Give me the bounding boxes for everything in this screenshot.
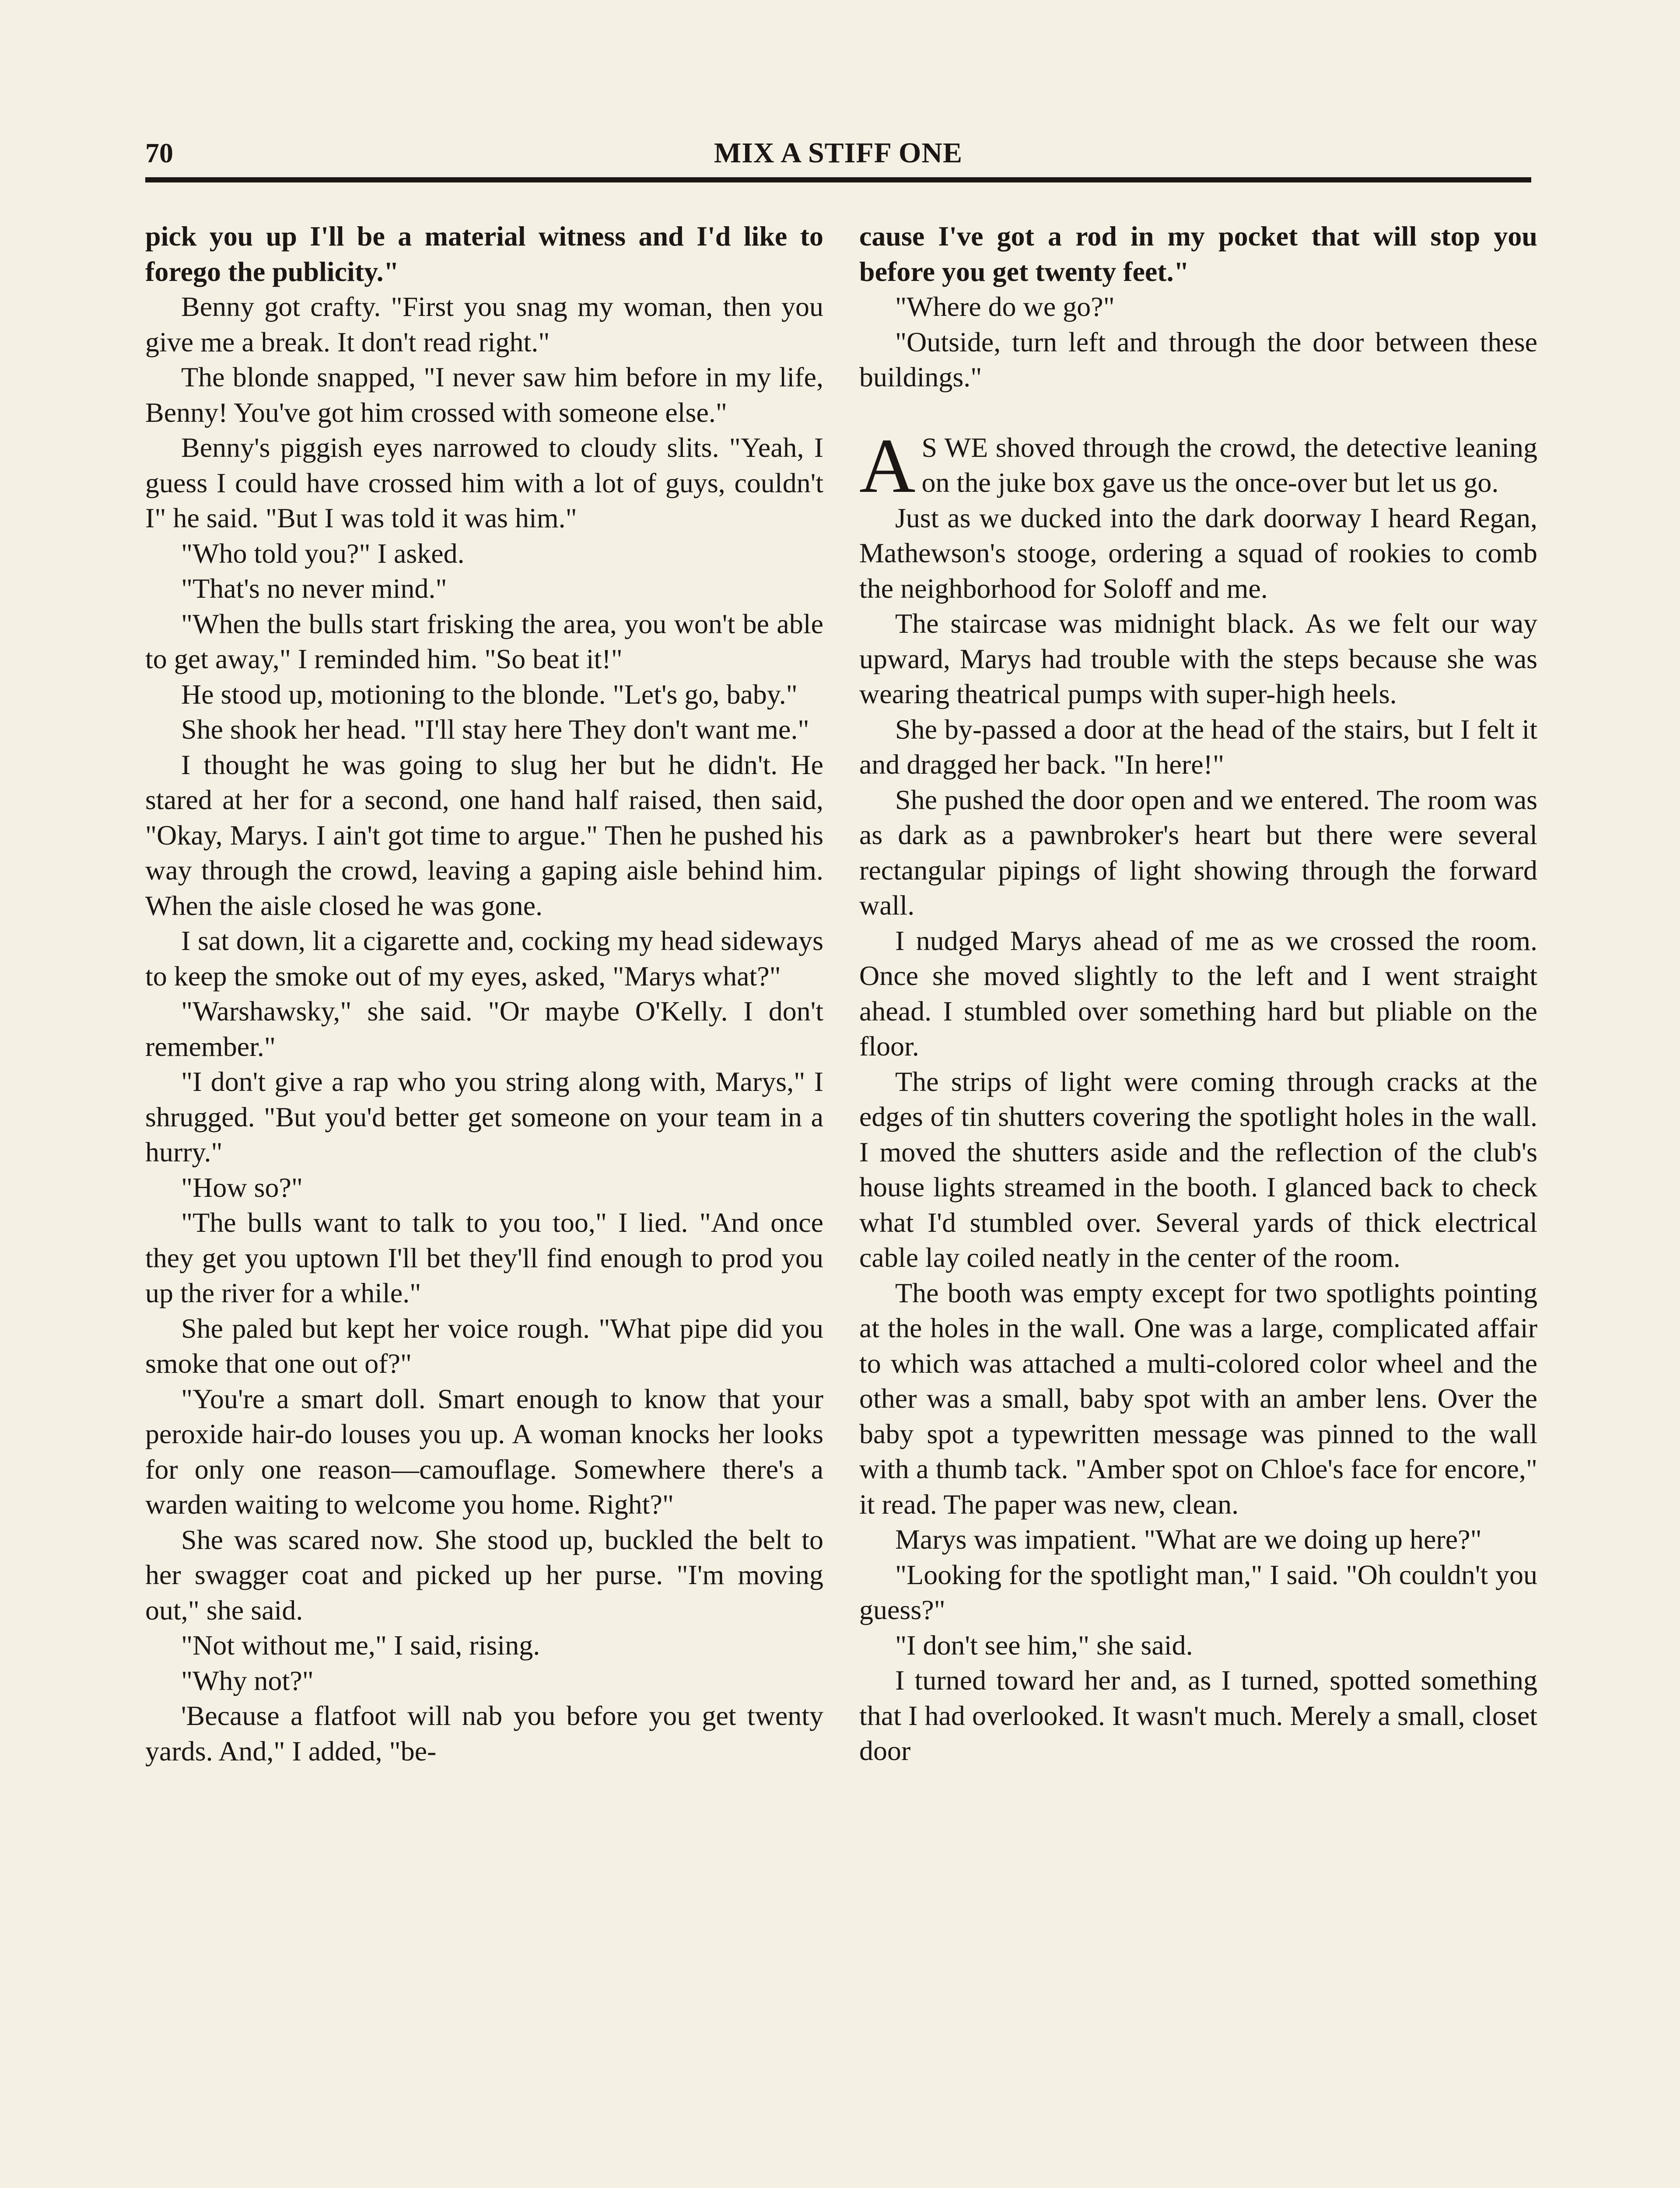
- paragraph: Benny's piggish eyes narrowed to cloudy slits. "Yeah, I guess I could have crossed him with a lot of guys, couldn't I" he said. "But I was told it was him.": [145, 432, 823, 533]
- paragraph: "How so?": [181, 1171, 303, 1203]
- paragraph: "Not without me," I said, rising.: [181, 1630, 540, 1661]
- right-column: [859, 219, 1537, 1769]
- paragraph: He stood up, motioning to the blonde. "Let's go, baby.": [181, 678, 798, 710]
- running-head: MIX A STIFF ONE: [714, 137, 963, 169]
- paragraph: "Where do we go?": [895, 291, 1115, 322]
- paragraph: Benny got crafty. "First you snag my woman, then you give me a break. It don't read right.": [145, 291, 823, 358]
- paragraph: She paled but kept her voice rough. "What pipe did you smoke that one out of?": [145, 1312, 823, 1379]
- paragraph: "Looking for the spotlight man," I said. "Oh couldn't you guess?": [859, 1559, 1537, 1625]
- paragraph: pick you up I'll be a material witness and I'd like to forego the publicity.": [145, 221, 823, 287]
- paragraph: "Who told you?" I asked.: [181, 537, 465, 569]
- paragraph: She shook her head. "I'll stay here They don't want me.": [181, 714, 809, 745]
- paragraph: The booth was empty except for two spotlights pointing at the holes in the wall. One was a large, complicated affair to which was attached a multi-colored color wheel and the other was a small, baby spot with an amber lens. Over the baby spot a typewritten message was pinned to the wall with a thumb tack. "Amber spot on Chloe's face for encore," it read. The paper was new, clean.: [859, 1277, 1537, 1520]
- paragraph: cause I've got a rod in my pocket that will stop you before you get twenty feet.": [859, 221, 1537, 287]
- paragraph: The strips of light were coming through cracks at the edges of tin shutters covering the spotlight holes in the wall. I moved the shutters aside and the reflection of the club's house lights streamed in the booth. I glanced back to check what I'd stumbled over. Several yards of thick electrical cable lay coiled neatly in the center of the room.: [859, 1066, 1537, 1273]
- paragraph: 'Because a flatfoot will nab you before you get twenty yards. And," I added, "be-: [145, 1700, 823, 1767]
- paragraph: "That's no never mind.": [181, 573, 447, 604]
- drop-cap: A: [859, 422, 916, 509]
- paragraph: "The bulls want to talk to you too," I lied. "And once they get you uptown I'll bet they'll find enough to prod you up the river for a while.": [145, 1207, 823, 1308]
- left-column: [145, 219, 823, 1769]
- paragraph: I thought he was going to slug her but he didn't. He stared at her for a second, one hand half raised, then said, "Okay, Marys. I ain't got time to argue." Then he pushed his way through the crowd, leaving a gaping aisle behind him. When the aisle closed he was gone.: [145, 749, 823, 921]
- paragraph: I sat down, lit a cigarette and, cocking my head sideways to keep the smoke out of my eyes, asked, "Marys what?": [145, 925, 823, 992]
- paragraph: "Why not?": [181, 1665, 314, 1696]
- paragraph: "Warshawsky," she said. "Or maybe O'Kelly. I don't remember.": [145, 996, 823, 1062]
- page-header: [145, 131, 1531, 175]
- paragraph: She by-passed a door at the head of the stairs, but I felt it and dragged her back. "In here!": [859, 713, 1537, 780]
- paragraph: The staircase was midnight black. As we felt our way upward, Marys had trouble with the steps because she was wearing theatrical pumps with super-high heels.: [859, 608, 1537, 709]
- paragraph: "Outside, turn left and through the door between these buildings.": [859, 326, 1537, 393]
- paragraph: "I don't give a rap who you string along with, Marys," I shrugged. "But you'd better get someone on your team in a hurry.": [145, 1066, 823, 1168]
- paragraph: I nudged Marys ahead of me as we crossed the room. Once she moved slightly to the left and I went straight ahead. I stumbled over something hard but pliable on the floor.: [859, 925, 1537, 1062]
- paragraph: She pushed the door open and we entered. The room was as dark as a pawnbroker's heart but there were several rectangular pipings of light showing through the forward wall.: [859, 784, 1537, 921]
- paragraph: "You're a smart doll. Smart enough to know that your peroxide hair-do louses you up. A woman knocks her looks for only one reason—camouflage. Somewhere there's a warden waiting to welcome you home. Right?": [145, 1383, 823, 1520]
- paragraph: I turned toward her and, as I turned, spotted something that I had overlooked. It wasn't much. Merely a small, closet door: [859, 1665, 1537, 1766]
- section-opening-text: S WE shoved through the crowd, the detective leaning on the juke box gave us the once-over but let us go.: [921, 431, 1537, 498]
- section-opening-paragraph: [859, 422, 1537, 509]
- paragraph: "I don't see him," she said.: [895, 1629, 1193, 1661]
- page-number: 70: [145, 137, 173, 168]
- paragraph: Marys was impatient. "What are we doing up here?": [895, 1524, 1482, 1555]
- paragraph: The blonde snapped, "I never saw him before in my life, Benny! You've got him crossed with someone else.": [145, 361, 823, 428]
- header-rule: [145, 177, 1531, 182]
- paragraph: She was scared now. She stood up, buckled the belt to her swagger coat and picked up her purse. "I'm moving out," she said.: [145, 1524, 823, 1626]
- paragraph: Just as we ducked into the dark doorway I heard Regan, Mathewson's stooge, ordering a squad of rookies to comb the neighborhood for Soloff and me.: [859, 502, 1537, 604]
- paragraph: "When the bulls start frisking the area, you won't be able to get away," I reminded him. "So beat it!": [145, 608, 823, 674]
